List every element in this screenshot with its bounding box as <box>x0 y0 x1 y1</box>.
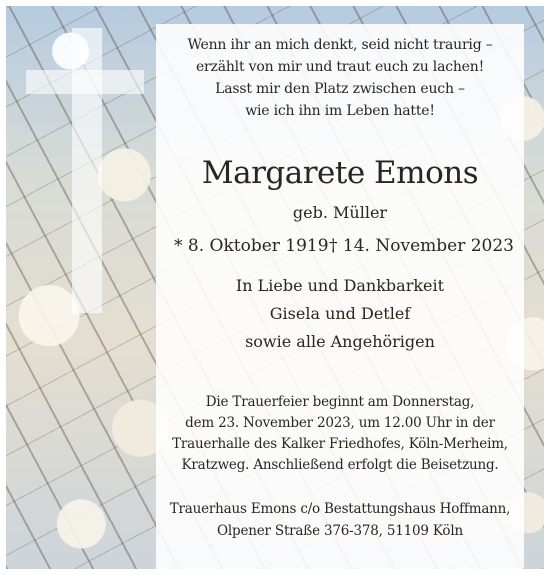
funeral-details <box>156 392 524 476</box>
mourners-line: sowie alle Angehörigen <box>245 332 435 351</box>
death-date: † 14. November 2023 <box>329 236 514 256</box>
funeral-line: Die Trauerfeier beginnt am Donnerstag, <box>205 394 475 410</box>
mourners-line: Gisela und Detlef <box>269 304 411 323</box>
mourners <box>156 272 524 356</box>
mourning-house-address <box>156 498 524 542</box>
verse-line: Wenn ihr an mich denkt, seid nicht traurig – <box>187 37 493 53</box>
mourners-line: In Liebe und Dankbarkeit <box>235 276 445 295</box>
funeral-line: Kratzweg. Anschließend erfolgt die Beisetzung. <box>181 457 499 473</box>
birth-date: * 8. Oktober 1919 <box>174 236 329 256</box>
text-panel <box>156 24 524 569</box>
verse-line: wie ich ihn im Leben hatte! <box>245 103 435 119</box>
verse <box>156 34 524 122</box>
verse-line: erzählt von mir und traut euch zu lachen! <box>195 59 485 75</box>
address-line: Olpener Straße 376-378, 51109 Köln <box>217 523 463 539</box>
funeral-line: dem 23. November 2023, um 12.00 Uhr in der <box>185 415 495 431</box>
maiden-name: geb. Müller <box>292 203 388 222</box>
verse-line: Lasst mir den Platz zwischen euch – <box>215 81 465 97</box>
cross-horizontal-beam <box>26 70 144 94</box>
funeral-line: Trauerhalle des Kalker Friedhofes, Köln-Merheim, <box>172 436 508 452</box>
life-dates <box>174 234 514 258</box>
address-line: Trauerhaus Emons c/o Bestattungshaus Hoffmann, <box>169 501 511 517</box>
deceased-name: Margarete Emons <box>201 155 479 191</box>
